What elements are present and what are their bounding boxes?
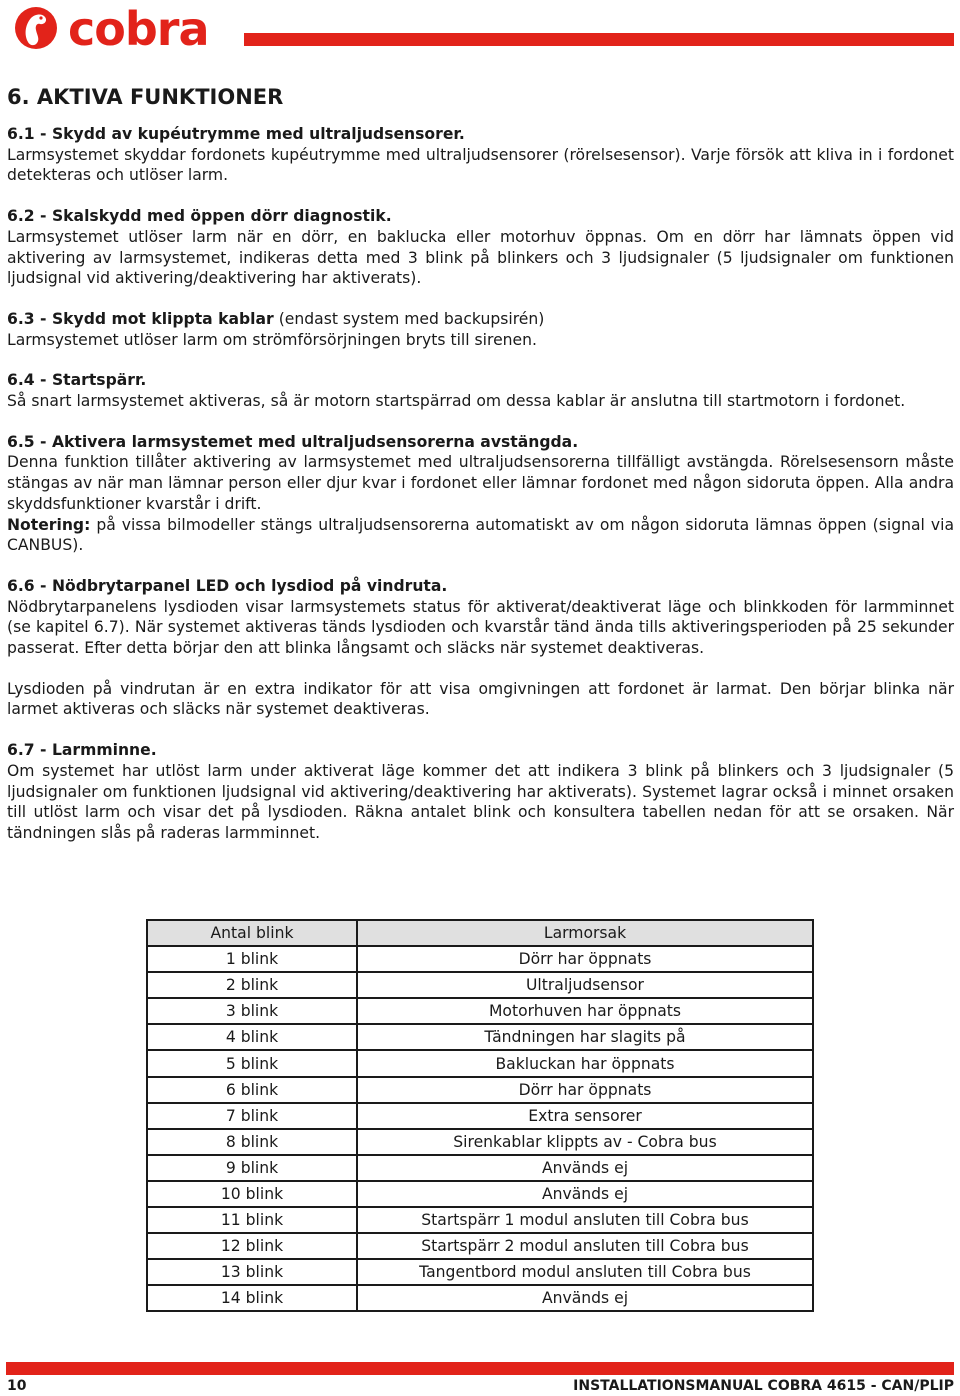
table-row xyxy=(147,1181,813,1207)
table-row xyxy=(147,1155,813,1181)
alarm-cause-cell: Startspärr 2 modul ansluten till Cobra bus xyxy=(357,1233,813,1259)
table-row xyxy=(147,1207,813,1233)
section-6-3 xyxy=(7,309,954,350)
alarm-cause-cell: Används ej xyxy=(357,1155,813,1181)
blink-count-cell: 7 blink xyxy=(147,1103,357,1129)
blink-count-cell: 14 blink xyxy=(147,1285,357,1311)
blink-count-cell: 5 blink xyxy=(147,1050,357,1076)
section-6-5 xyxy=(7,432,954,556)
section-heading-note: (endast system med backupsirén) xyxy=(273,309,545,328)
page-header xyxy=(0,0,960,56)
section-heading xyxy=(7,309,954,330)
table-header-cause: Larmorsak xyxy=(357,920,813,946)
blink-count-cell: 12 blink xyxy=(147,1233,357,1259)
alarm-cause-cell: Extra sensorer xyxy=(357,1103,813,1129)
section-body: Nödbrytarpanelens lysdioden visar larmsystemets status för aktiverat/deaktiverat läge och blinkkoden för larmminnet (se kapitel 6.7). När systemet aktiveras tänds lysdioden och kvarstår tänd ända tills aktiveringsperioden på 25 sekunder passerat. Efter detta börjar den att blinka långsamt och släcks när systemet deaktiveras. xyxy=(7,597,954,658)
header-accent-bar xyxy=(244,33,954,46)
alarm-cause-cell: Dörr har öppnats xyxy=(357,1077,813,1103)
section-body: Så snart larmsystemet aktiveras, så är motorn startspärrad om dessa kablar är anslutna till startmotorn i fordonet. xyxy=(7,392,906,411)
blink-count-cell: 10 blink xyxy=(147,1181,357,1207)
table-row xyxy=(147,1050,813,1076)
section-body: Denna funktion tillåter aktivering av larmsystemet med ultraljudsensorerna tillfälligt avstängda. Rörelsesensorn måste stängas av när man lämnar person eller djur kvar i fordonet eller lämnar fordonet med någon sidoruta öppen. Alla andra skyddsfunktioner kvarstår i drift. xyxy=(7,453,954,513)
table-row xyxy=(147,1077,813,1103)
section-6-6-extra xyxy=(7,679,954,720)
section-heading: 6.1 - Skydd av kupéutrymme med ultraljudsensorer. xyxy=(7,125,465,143)
table-row xyxy=(147,1233,813,1259)
alarm-cause-cell: Sirenkablar klippts av - Cobra bus xyxy=(357,1129,813,1155)
footer-accent-bar xyxy=(6,1362,954,1375)
section-body: Larmsystemet utlöser larm om strömförsörjningen bryts till sirenen. xyxy=(7,330,537,349)
table-row xyxy=(147,946,813,972)
note-label: Notering: xyxy=(7,515,91,534)
section-body: Om systemet har utlöst larm under aktiverat läge kommer det att indikera 3 blink på blinkers och 3 ljudsignaler (5 ljudsignaler om funktionen ljudsignal vid aktivering/deaktivering har aktiverats). Systemet lagrar också i minnet orsaken till utlöst larm och visar det på lysdioden. Räkna antalet blink och konsultera tabellen nedan för att se orsaken. När tändningen slås på raderas larmminnet. xyxy=(7,761,954,842)
alarm-cause-cell: Motorhuven har öppnats xyxy=(357,998,813,1024)
section-heading-text: 6.3 - Skydd mot klippta kablar xyxy=(7,309,274,328)
alarm-cause-cell: Används ej xyxy=(357,1285,813,1311)
blink-count-cell: 11 blink xyxy=(147,1207,357,1233)
blink-count-cell: 1 blink xyxy=(147,946,357,972)
table-header-blinks: Antal blink xyxy=(147,920,357,946)
table-header-row xyxy=(147,920,813,946)
alarm-cause-cell: Ultraljudsensor xyxy=(357,972,813,998)
table-row xyxy=(147,1285,813,1311)
alarm-cause-cell: Bakluckan har öppnats xyxy=(357,1050,813,1076)
blink-count-cell: 3 blink xyxy=(147,998,357,1024)
section-body: Lysdioden på vindrutan är en extra indikator för att visa omgivningen att fordonet är larmat. Den börjar blinka när larmet aktiveras och släcks när systemet deaktiveras. xyxy=(7,679,954,719)
note-text: på vissa bilmodeller stängs ultraljudsensorerna automatiskt av om någon sidoruta lämnas öppen (signal via CANBUS). xyxy=(7,515,954,555)
section-body: Larmsystemet skyddar fordonets kupéutrymme med ultraljudsensorer (rörelsesensor). Varje försök att kliva in i fordonet detekteras och utlöser larm. xyxy=(7,145,954,185)
section-heading: 6.6 - Nödbrytarpanel LED och lysdiod på vindruta. xyxy=(7,576,448,595)
page-title: 6. AKTIVA FUNKTIONER xyxy=(7,85,284,109)
section-heading: 6.7 - Larmminne. xyxy=(7,741,157,760)
alarm-cause-cell: Används ej xyxy=(357,1181,813,1207)
section-6-2 xyxy=(7,206,954,289)
alarm-memory-table xyxy=(146,919,814,1312)
manual-title: INSTALLATIONSMANUAL COBRA 4615 - CAN/PLIP xyxy=(573,1378,954,1394)
blink-count-cell: 2 blink xyxy=(147,972,357,998)
blink-count-cell: 6 blink xyxy=(147,1077,357,1103)
section-note xyxy=(7,515,954,556)
main-content xyxy=(7,84,954,864)
logo-wordmark: cobra xyxy=(68,5,209,51)
table-row xyxy=(147,1129,813,1155)
section-body: Larmsystemet utlöser larm när en dörr, en baklucka eller motorhuv öppnas. Om en dörr har lämnats öppen vid aktivering av larmsystemet, indikeras detta med 3 blink på blinkers och 3 ljudsignaler (5 ljudsignaler om funktionen ljudsignal vid aktivering/deaktivering har aktiverats). xyxy=(7,227,954,288)
page-number: 10 xyxy=(7,1378,27,1394)
blink-count-cell: 8 blink xyxy=(147,1129,357,1155)
section-6-4 xyxy=(7,370,954,411)
section-6-6 xyxy=(7,576,954,659)
table-row xyxy=(147,1103,813,1129)
table-row xyxy=(147,972,813,998)
section-heading: 6.2 - Skalskydd med öppen dörr diagnostik. xyxy=(7,207,392,226)
blink-count-cell: 13 blink xyxy=(147,1259,357,1285)
alarm-cause-cell: Tändningen har slagits på xyxy=(357,1024,813,1050)
alarm-cause-cell: Dörr har öppnats xyxy=(357,946,813,972)
alarm-cause-cell: Tangentbord modul ansluten till Cobra bus xyxy=(357,1259,813,1285)
blink-count-cell: 9 blink xyxy=(147,1155,357,1181)
table-row xyxy=(147,1259,813,1285)
section-heading: 6.5 - Aktivera larmsystemet med ultraljudsensorerna avstängda. xyxy=(7,432,579,451)
blink-count-cell: 4 blink xyxy=(147,1024,357,1050)
section-6-1 xyxy=(7,124,954,186)
table-row xyxy=(147,998,813,1024)
section-heading: 6.4 - Startspärr. xyxy=(7,371,147,390)
table-body xyxy=(147,946,813,1311)
alarm-cause-cell: Startspärr 1 modul ansluten till Cobra bus xyxy=(357,1207,813,1233)
section-6-7 xyxy=(7,740,954,844)
table-row xyxy=(147,1024,813,1050)
cobra-logo xyxy=(6,5,234,51)
